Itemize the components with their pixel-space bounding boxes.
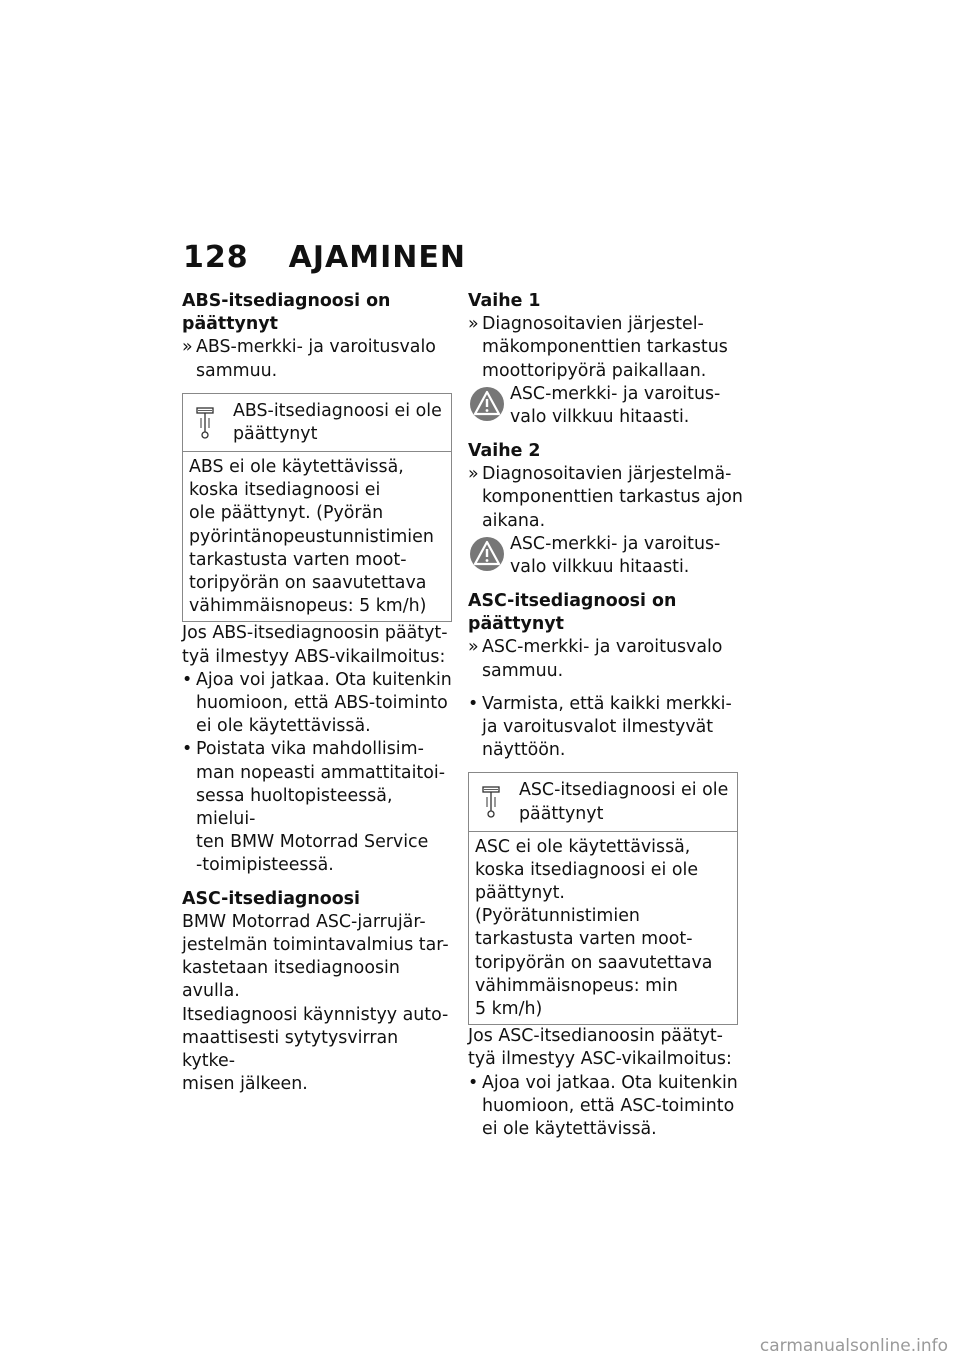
abs-done-result: » ABS-merkki- ja varoitusvalo sammuu. (182, 337, 436, 381)
result-marker: » (468, 314, 479, 335)
list-item: • Ajoa voi jatkaa. Ota kuitenkin huomioon, että ASC-toiminto ei ole käytettävissä. (468, 1072, 738, 1140)
note-head: ASC-itsediagnoosi ei ole päättynyt (469, 773, 737, 831)
asc-done-result: » ASC-merkki- ja varoitusvalo sammuu. (468, 637, 723, 681)
note-body: ASC ei ole käytettävissä, koska itsediagnoosi ei ole päättynyt. (Pyörätunnistimien tarkastusta varten moot- toripyörän on saavutettava vähimmäisnopeus: min 5 km/h) (475, 836, 713, 1020)
bullet-marker: • (182, 669, 193, 690)
watermark: carmanualsonline.info (759, 1336, 948, 1356)
note-icon (479, 779, 519, 826)
left-column (182, 290, 452, 1097)
result-marker: » (182, 337, 193, 358)
note-head: ABS-itsediagnoosi ei ole päättynyt (183, 394, 451, 452)
result-marker: » (468, 637, 479, 658)
warning-light-icon (468, 383, 510, 430)
warning-light-icon (468, 533, 510, 580)
abs-done-heading: ABS-itsediagnoosi on päättynyt (182, 291, 391, 335)
phase2-result: » Diagnosoitavien järjestelmä- komponenttien tarkastus ajon aikana. (468, 464, 743, 531)
page-header (183, 240, 466, 275)
chapter-title: AJAMINEN (288, 240, 466, 275)
abs-note-box (182, 393, 452, 623)
abs-fault-text: Jos ABS-itsediagnoosin päätyt- tyä ilmestyy ABS-vikailmoitus: (182, 623, 448, 667)
result-marker: » (468, 464, 479, 485)
list-item: • Poistata vika mahdollisim- man nopeasti ammattitaitoi- sessa huoltopisteessä, mielui- ten BMW Motorrad Service -toimipisteessä. (182, 739, 445, 876)
page-number: 128 (183, 240, 249, 275)
phase1-heading: Vaihe 1 (468, 291, 541, 311)
right-column (468, 290, 743, 1141)
phase1-result: » Diagnosoitavien järjestel- mäkomponenttien tarkastus moottoripyörä paikallaan. (468, 314, 728, 381)
note-body: ABS ei ole käytettävissä, koska itsediagnoosi ei ole päättynyt. (Pyörän pyörintänopeustunnistimien tarkastusta varten moot- toripyörän on saavutettava vähimmäisnopeus: 5 km/h) (189, 457, 434, 617)
asc-note-box (468, 772, 738, 1025)
bullet-marker: • (182, 739, 193, 760)
asc-heading: ASC-itsediagnoosi (182, 888, 360, 909)
phase2-heading: Vaihe 2 (468, 441, 541, 462)
note-icon (193, 400, 233, 447)
asc-fault-text: Jos ASC-itsedianoosin päätyt- tyä ilmestyy ASC-vikailmoitus: (468, 1026, 732, 1070)
phase2-warning: ASC-merkki- ja varoitus- valo vilkkuu hitaasti. (468, 533, 743, 580)
asc-text: BMW Motorrad ASC-jarrujär- jestelmän toimintavalmius tar- kastetaan itsediagnoosin avulla. Itsediagnoosi käynnistyy auto- maattisesti sytytysvirran kytke- misen jälkeen. (182, 911, 449, 1095)
list-item: • Varmista, että kaikki merkki- ja varoitusvalot ilmestyvät näyttöön. (468, 693, 732, 761)
asc-done-heading: ASC-itsediagnoosi on päättynyt (468, 591, 677, 635)
phase1-warning: ASC-merkki- ja varoitus- valo vilkkuu hitaasti. (468, 383, 743, 430)
bullet-marker: • (468, 1072, 479, 1093)
list-item: • Ajoa voi jatkaa. Ota kuitenkin huomioon, että ABS-toiminto ei ole käytettävissä. (182, 669, 452, 737)
bullet-marker: • (468, 693, 479, 714)
